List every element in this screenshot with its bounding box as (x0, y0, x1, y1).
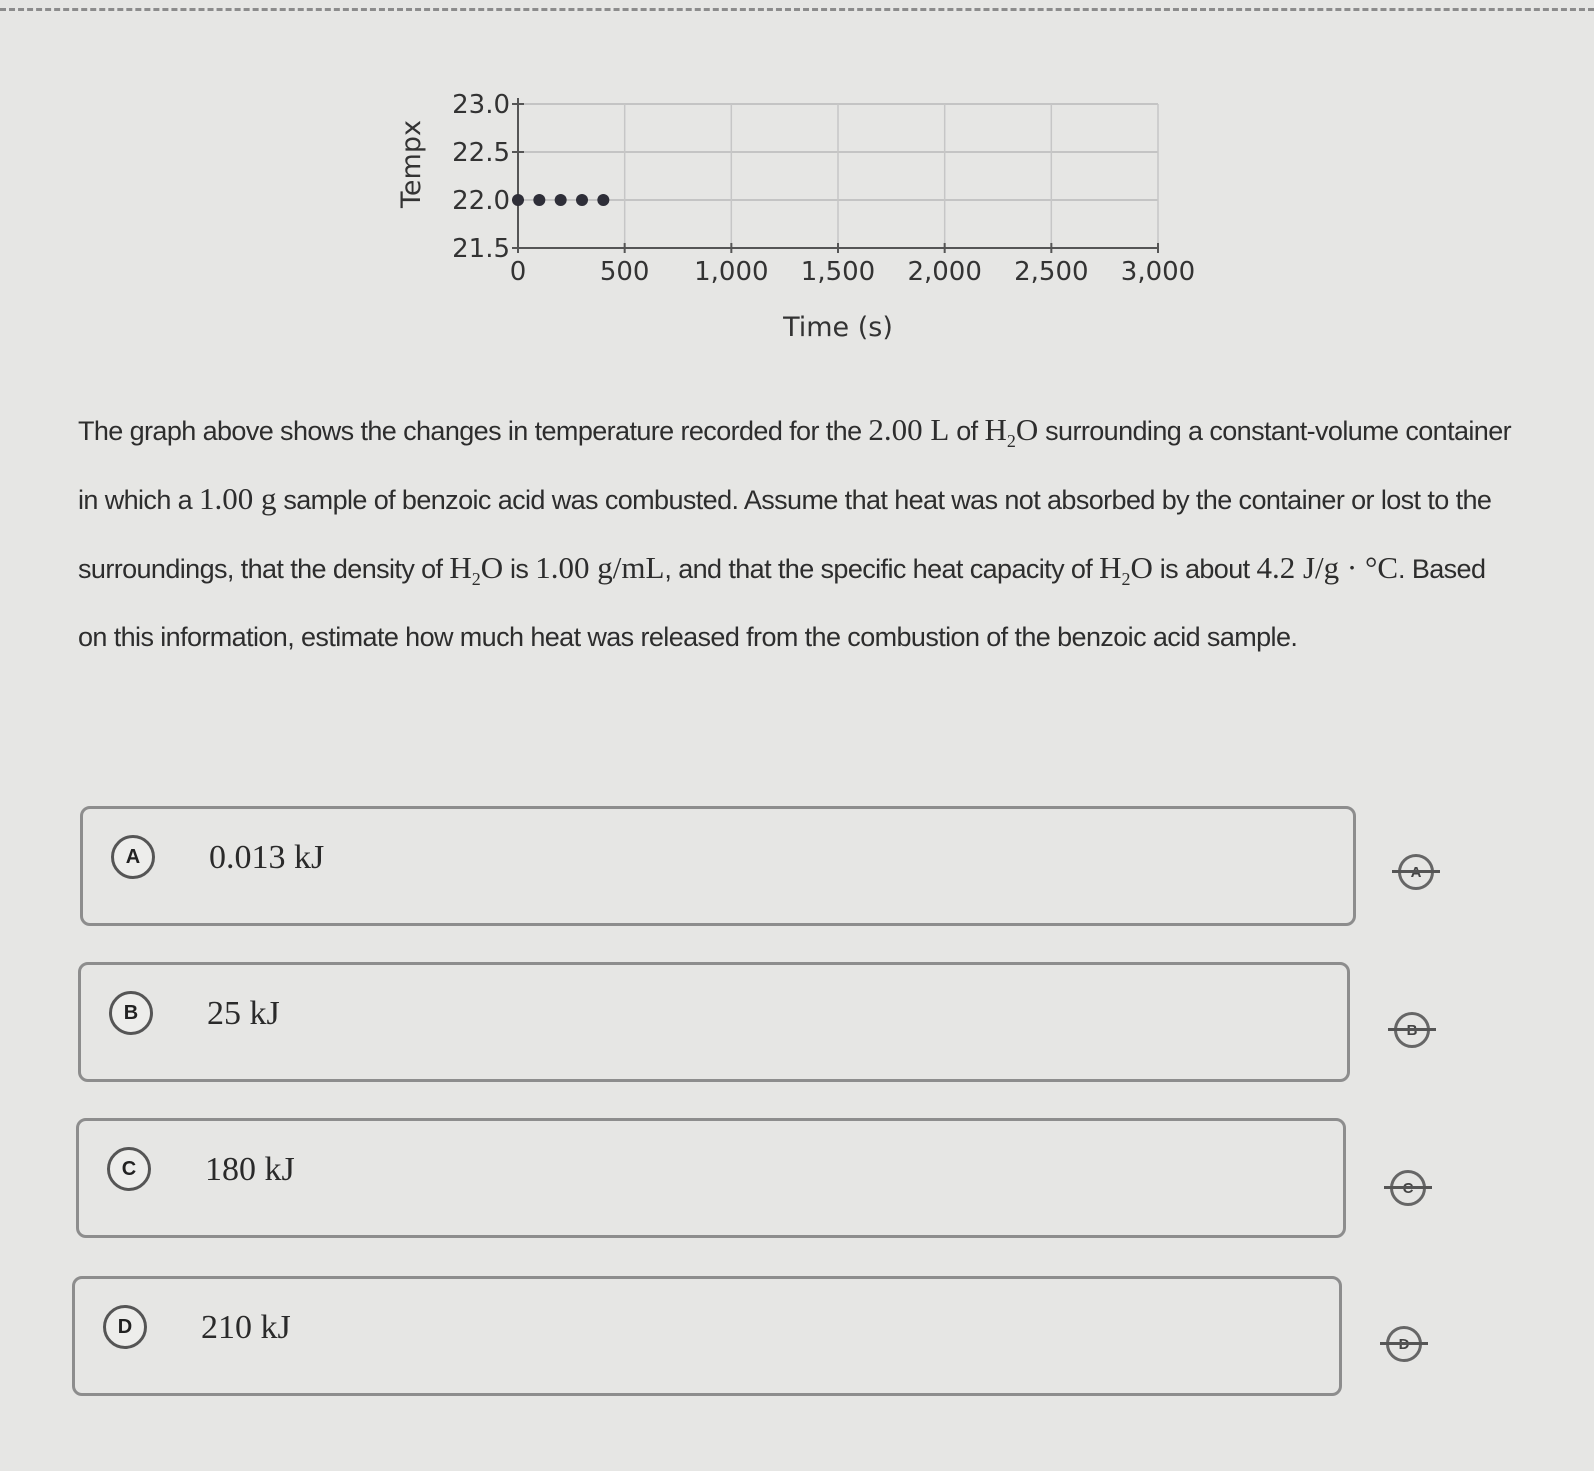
option-letter-a: A (111, 835, 155, 879)
water-formula: $H_2O$ (449, 550, 504, 590)
strike-line (1388, 1028, 1436, 1031)
heat-capacity-value: 4.2 J/g · °C (1256, 550, 1399, 585)
temperature-chart (390, 80, 1220, 360)
question-part: The graph above shows the changes in temperature recorded for the (78, 416, 869, 446)
option-letter-c: C (107, 1147, 151, 1191)
data-point (533, 194, 545, 206)
question-part: is (503, 554, 536, 584)
data-point (555, 194, 567, 206)
x-tick-label: 500 (599, 257, 650, 287)
option-letter-b: B (109, 991, 153, 1035)
y-tick-label: 22.5 (452, 138, 510, 168)
volume-value: 2.00 L (868, 412, 950, 447)
question-part: sample of benzoic acid was combusted. Assume that heat was not absorbed by the container or lost to the surroundings, that the density of (78, 485, 1492, 584)
option-letter-d: D (103, 1305, 147, 1349)
question-text (78, 396, 1518, 671)
option-text-b: 25 kJ (207, 995, 280, 1032)
option-b[interactable] (78, 962, 1350, 1082)
question-part: surrounding a constant-volume container in which a (78, 416, 1512, 515)
strikethrough-a-button[interactable] (1392, 848, 1440, 896)
y-axis-title: Tempx (396, 120, 427, 208)
water-formula: $H_2O$ (984, 412, 1039, 452)
strike-line (1380, 1342, 1428, 1345)
option-c[interactable] (76, 1118, 1346, 1238)
x-tick-label: 1,500 (800, 257, 876, 287)
question-part: is about (1152, 554, 1257, 584)
x-axis-title: Time (s) (783, 312, 893, 343)
x-tick-label: 0 (509, 257, 527, 287)
question-part: . Based on this information, estimate how much heat was released from the combustion of the benzoic acid sample. (78, 554, 1486, 652)
top-divider (0, 8, 1594, 11)
option-text-a: 0.013 kJ (209, 839, 325, 876)
x-tick-label: 2,500 (1014, 257, 1089, 287)
data-point (576, 194, 588, 206)
strike-line (1392, 870, 1440, 873)
y-tick-label: 22.0 (452, 186, 510, 216)
option-a[interactable] (80, 806, 1356, 926)
option-text-c: 180 kJ (205, 1151, 295, 1188)
x-tick-label: 2,000 (907, 257, 982, 287)
density-value: 1.00 g/mL (535, 550, 665, 585)
x-tick-label: 1,000 (694, 257, 769, 287)
strike-line (1384, 1186, 1432, 1189)
y-tick-label: 23.0 (452, 90, 510, 120)
option-text-d: 210 kJ (201, 1309, 291, 1346)
water-formula: $H_2O$ (1099, 550, 1153, 590)
data-point (512, 194, 524, 206)
x-tick-label: 3,000 (1120, 257, 1196, 287)
mass-value: 1.00 g (198, 481, 277, 516)
chart-svg (390, 80, 1220, 360)
strikethrough-b-button[interactable] (1388, 1006, 1436, 1054)
data-point (597, 194, 609, 206)
strikethrough-c-button[interactable] (1384, 1164, 1432, 1212)
question-part: , and that the specific heat capacity of (664, 554, 1100, 584)
y-tick-label: 21.5 (452, 234, 510, 264)
strikethrough-d-button[interactable] (1380, 1320, 1428, 1368)
option-d[interactable] (72, 1276, 1342, 1396)
question-part: of (949, 416, 985, 446)
